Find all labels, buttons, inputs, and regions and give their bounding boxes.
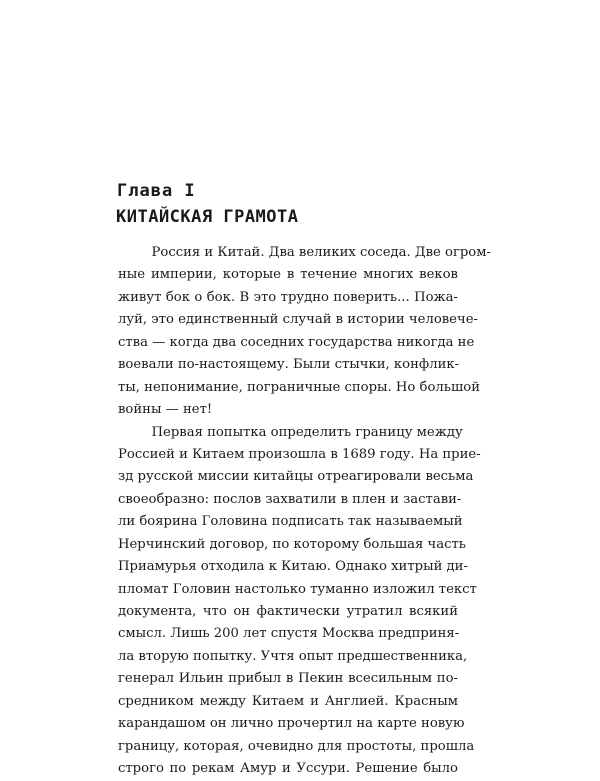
chapter-title: КИТАЙСКАЯ ГРАМОТА xyxy=(116,207,299,227)
text-line: пломат Головин настолько туманно изложил текст xyxy=(118,581,477,597)
text-line: генерал Ильин прибыл в Пекин всесильным по- xyxy=(118,671,458,687)
text-line: Первая попытка определить границу между xyxy=(118,424,463,440)
text-line: Нерчинский договор, по которому большая часть xyxy=(118,536,466,552)
text-line: смысл. Лишь 200 лет спустя Москва предприня- xyxy=(118,626,460,642)
text-line: ли боярина Головина подписать так называемый xyxy=(118,514,463,530)
text-line: живут бок о бок. В это трудно поверить... Пожа- xyxy=(118,289,458,305)
text-line: ла вторую попытку. Учтя опыт предшественника, xyxy=(118,648,468,664)
text-line: границу, которая, очевидно для простоты, прошла xyxy=(118,738,475,754)
text-line: Россия и Китай. Два великих соседа. Две огром- xyxy=(118,245,491,260)
text-line: ты, непонимание, пограничные споры. Но большой xyxy=(118,379,480,395)
text-line: средником между Китаем и Англией. Красным xyxy=(118,693,458,709)
text-line: строго по рекам Амур и Уссури. Решение было xyxy=(118,761,458,777)
text-line: документа, что он фактически утратил всякий xyxy=(118,604,458,619)
text-line: карандашом он лично прочертил на карте новую xyxy=(118,716,465,732)
text-line: Россией и Китаем произошла в 1689 году. На прие- xyxy=(118,446,481,462)
text-line: зд русской миссии китайцы отреагировали весьма xyxy=(118,469,474,485)
text-line: воевали по-настоящему. Были стычки, конфлик- xyxy=(118,357,460,373)
text-line: ства — когда два соседних государства никогда не xyxy=(118,334,475,350)
text-line: войны — нет! xyxy=(118,402,213,418)
text-line: луй, это единственный случай в истории человече- xyxy=(118,312,478,328)
text-line: своеобразно: послов захватили в плен и застави- xyxy=(118,491,462,507)
text-line: ные империи, которые в течение многих веков xyxy=(118,267,458,283)
chapter-label: Глава I xyxy=(117,181,196,201)
body-text xyxy=(118,242,491,781)
text-line: Приамурья отходила к Китаю. Однако хитрый ди- xyxy=(118,559,468,575)
